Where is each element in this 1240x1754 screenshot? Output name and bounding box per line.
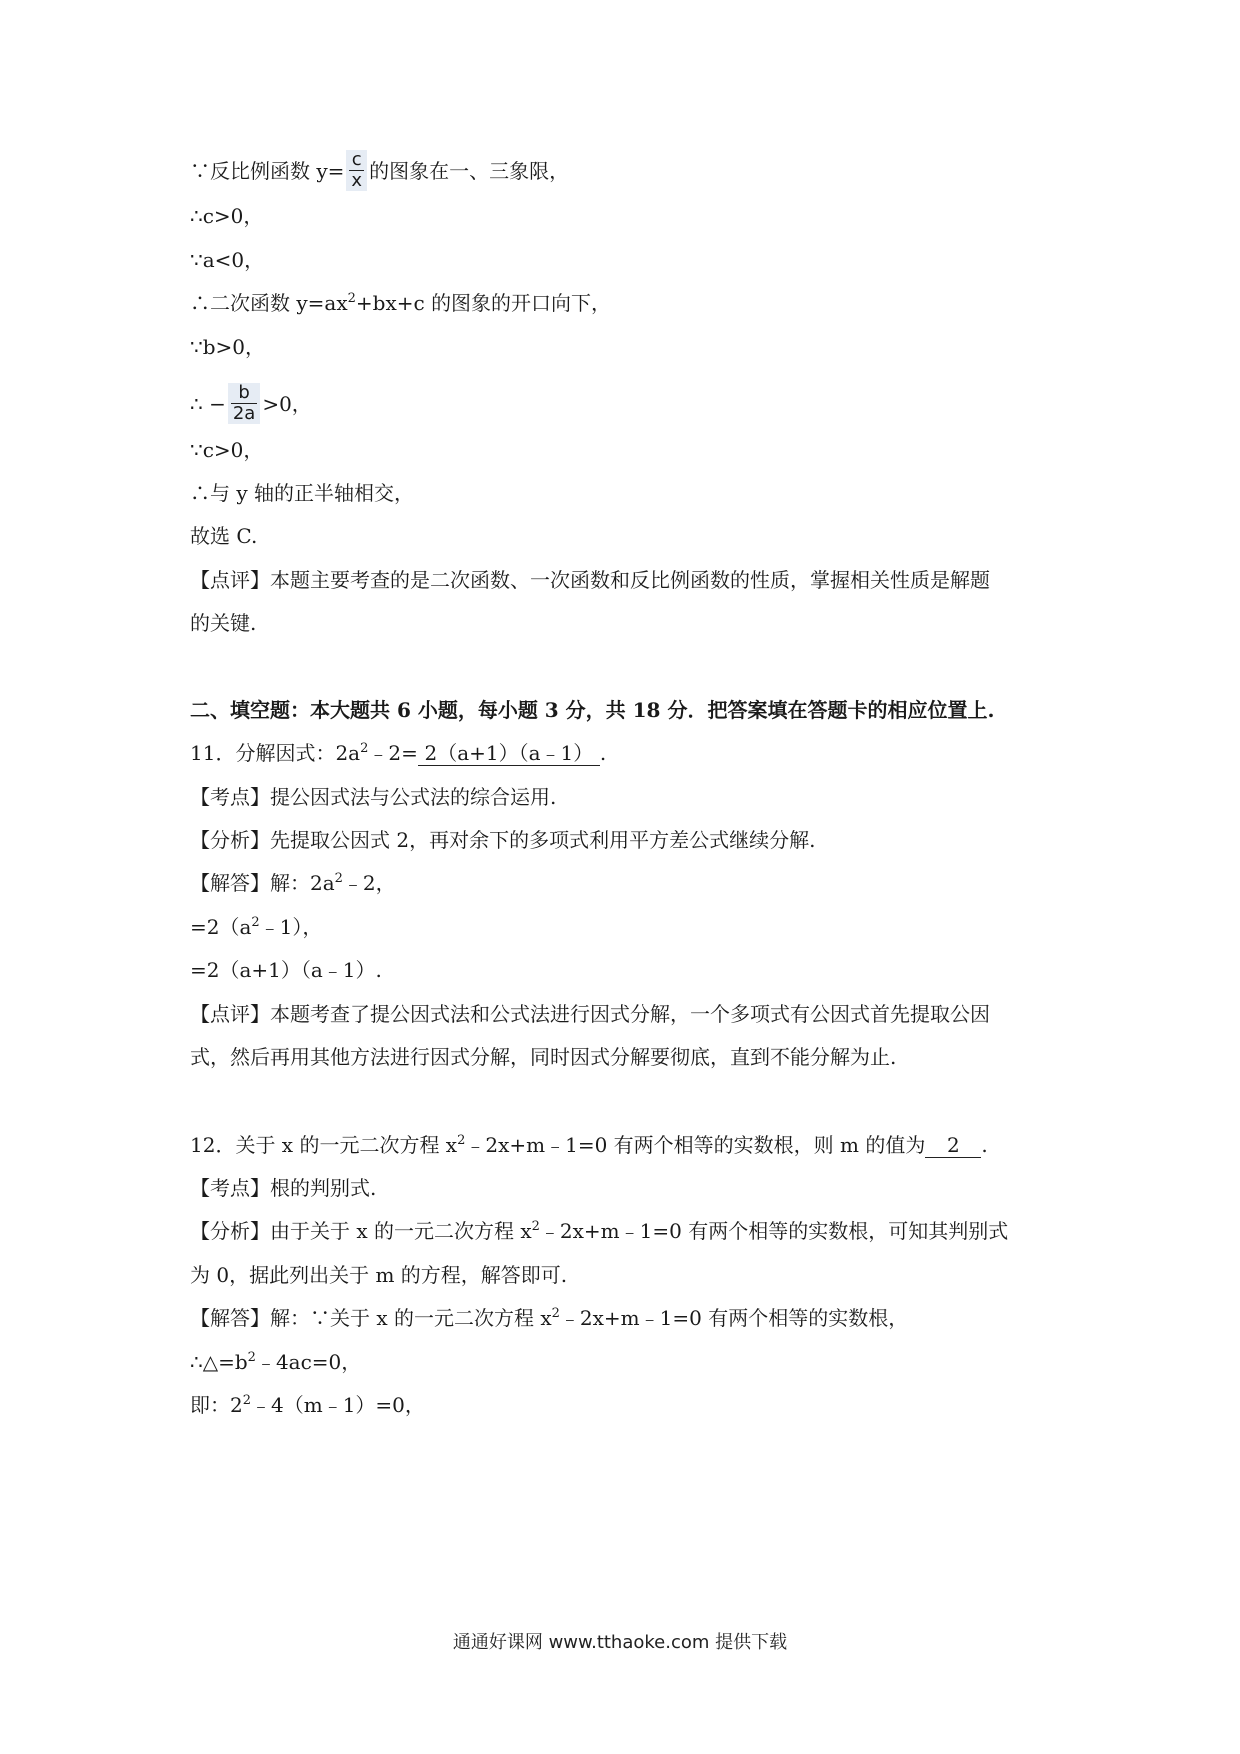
section-heading-fill-in: 二、填空题：本大题共 6 小题，每小题 3 分，共 18 分．把答案填在答题卡的相应位置上. — [190, 698, 995, 722]
line-b-positive: ∵b>0， — [190, 335, 266, 359]
text: ﹣2x+m﹣1=0 有两个相等的实数根，可知其判别式 — [539, 1219, 1009, 1243]
text: >0， — [262, 392, 312, 416]
answer-blank-12: 2 — [925, 1133, 981, 1158]
line-quadratic-opening — [190, 290, 611, 316]
fraction-denominator: x — [351, 170, 363, 191]
superscript: 2 — [360, 741, 369, 756]
superscript: 2 — [334, 871, 343, 886]
superscript: 2 — [531, 1219, 540, 1234]
superscript: 2 — [247, 1350, 256, 1365]
text: 的图象在一、三象限， — [369, 159, 570, 183]
line-reverse-function — [190, 149, 570, 193]
fraction-numerator: b — [231, 383, 257, 404]
q11-jieda — [190, 870, 396, 896]
text: ∴二次函数 y=ax — [190, 291, 348, 315]
q12-jieda — [190, 1305, 908, 1331]
superscript: 2 — [551, 1306, 560, 1321]
text: ∵反比例函数 y= — [190, 159, 345, 183]
text: ﹣2x+m﹣1=0 有两个相等的实数根，则 m 的值为 — [465, 1133, 926, 1157]
line-intersect-y-axis: ∴与 y 轴的正半轴相交， — [190, 481, 415, 505]
q12-step-1 — [190, 1349, 361, 1375]
superscript: 2 — [457, 1133, 466, 1148]
text: ﹣2， — [342, 871, 396, 895]
question-11 — [190, 740, 606, 766]
q12-fenxi-2: 为 0，据此列出关于 m 的方程，解答即可. — [190, 1263, 568, 1287]
text: ﹣4（m﹣1）=0， — [251, 1393, 425, 1417]
text: ﹣2= — [368, 741, 418, 765]
text: 11．分解因式：2a — [190, 741, 361, 765]
line-c-positive: ∴c>0， — [190, 204, 264, 228]
fraction-c-over-x — [346, 150, 367, 191]
q11-fenxi: 【分析】先提取公因式 2，再对余下的多项式利用平方差公式继续分解. — [190, 828, 816, 852]
fraction-numerator: c — [349, 150, 364, 171]
text: ∴ − — [190, 392, 226, 416]
superscript: 2 — [347, 291, 356, 306]
answer-blank-11: 2（a+1）（a﹣1） — [418, 741, 600, 766]
text: ∴△=b — [190, 1350, 248, 1374]
text: . — [599, 741, 607, 765]
text: =2（a — [190, 915, 252, 939]
superscript: 2 — [251, 915, 260, 930]
text: ﹣2x+m﹣1=0 有两个相等的实数根， — [559, 1306, 909, 1330]
fraction-b-over-2a — [228, 383, 260, 424]
q11-step-2: =2（a+1）（a﹣1）. — [190, 958, 382, 982]
text: 即：2 — [190, 1393, 243, 1417]
text: ﹣4ac=0， — [255, 1350, 362, 1374]
q12-kaodian: 【考点】根的判别式. — [190, 1176, 377, 1200]
q12-fenxi-1 — [190, 1218, 1008, 1244]
line-answer-c: 故选 C. — [190, 524, 258, 548]
text: 12．关于 x 的一元二次方程 x — [190, 1133, 458, 1157]
line-review-1: 【点评】本题主要考查的是二次函数、一次函数和反比例函数的性质，掌握相关性质是解题 — [190, 568, 990, 592]
q11-kaodian: 【考点】提公因式法与公式法的综合运用. — [190, 785, 557, 809]
question-12 — [190, 1132, 988, 1158]
q11-dianping-2: 式，然后再用其他方法进行因式分解，同时因式分解要彻底，直到不能分解为止. — [190, 1045, 897, 1069]
q11-step-1 — [190, 914, 322, 940]
text: 【解答】解：∵关于 x 的一元二次方程 x — [190, 1306, 552, 1330]
q12-step-2 — [190, 1392, 425, 1418]
line-c-positive-2: ∵c>0， — [190, 438, 264, 462]
line-axis-positive — [190, 382, 312, 426]
superscript: 2 — [242, 1393, 252, 1408]
fraction-denominator: 2a — [232, 403, 256, 424]
line-review-2: 的关键. — [190, 611, 257, 635]
text: 【分析】由于关于 x 的一元二次方程 x — [190, 1219, 532, 1243]
text: . — [981, 1133, 988, 1157]
text: +bx+c 的图象的开口向下， — [355, 291, 612, 315]
text: 【解答】解：2a — [190, 871, 335, 895]
text: ﹣1）， — [259, 915, 323, 939]
q11-dianping-1: 【点评】本题考查了提公因式法和公式法进行因式分解，一个多项式有公因式首先提取公因 — [190, 1002, 990, 1026]
line-a-negative: ∵a<0， — [190, 248, 265, 272]
page-footer: 通通好课网 www.tthaoke.com 提供下载 — [452, 1632, 788, 1653]
